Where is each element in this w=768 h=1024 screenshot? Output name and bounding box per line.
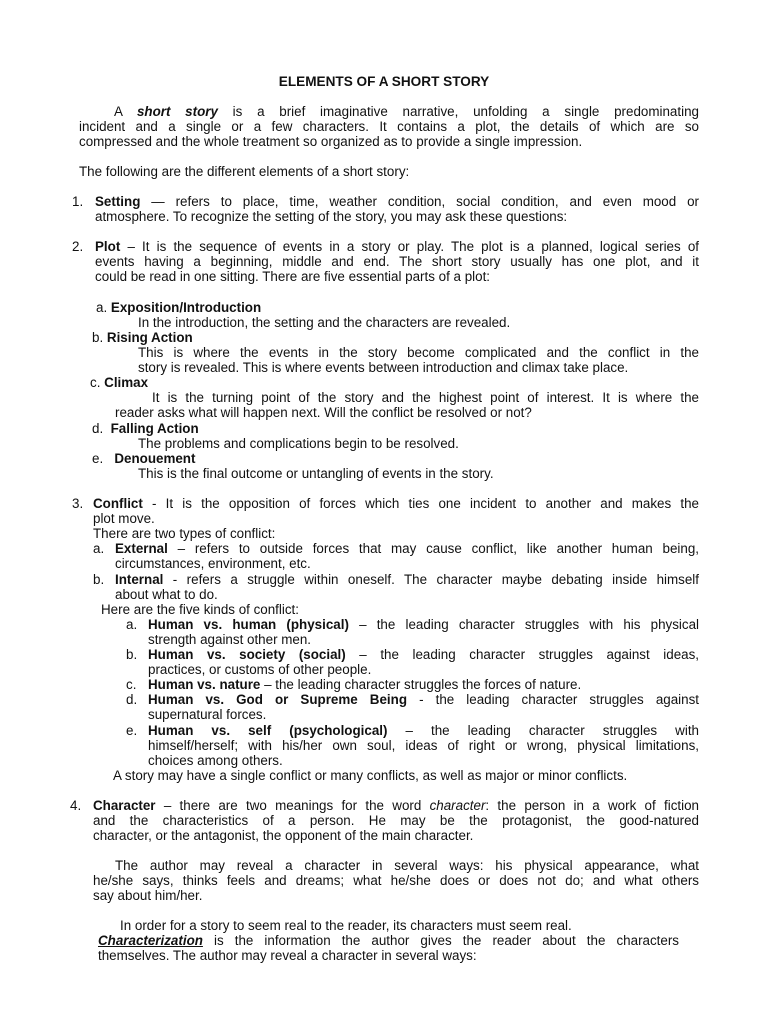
plot-line-3: could be read in one sitting. There are five essential parts of a plot: (95, 269, 491, 284)
plot-term: Plot (95, 239, 121, 254)
plot-part-c-desc-2: reader asks what will happen next. Will the conflict be resolved or not? (115, 405, 532, 420)
character-term: Character (93, 798, 156, 813)
setting-number: 1. (72, 194, 84, 209)
plot-part-a-desc: In the introduction, the setting and the characters are revealed. (138, 315, 511, 330)
intro-line-1: A short story is a brief imaginative narrative, unfolding a single predominating (114, 104, 699, 119)
character-p1-line-2: he/she says, thinks feels and dreams; what he/she does or does not do; and what others (93, 873, 699, 888)
plot-part-e-desc: This is the final outcome or untangling of events in the story. (138, 466, 494, 481)
conflict-type-b-letter: b. (93, 572, 105, 587)
plot-part-e: e. Denouement (92, 451, 196, 466)
conflict-kinds-intro: Here are the five kinds of conflict: (101, 602, 299, 617)
plot-line-2: events having a beginning, middle and end. The short story usually has one plot, and it (95, 254, 699, 269)
conflict-kind-b-letter: b. (126, 647, 138, 662)
conflict-kind-e-line-3: choices among others. (148, 753, 283, 768)
setting-line-2: atmosphere. To recognize the setting of the story, you may ask these questions: (95, 209, 568, 224)
plot-part-a: a. Exposition/Introduction (96, 300, 262, 315)
conflict-kind-a-line-1: Human vs. human (physical) – the leading character struggles with his physical (148, 617, 699, 632)
conflict-type-a-line-2: circumstances, environment, etc. (115, 556, 311, 571)
setting-line-1: Setting — refers to place, time, weather condition, social condition, and even mood or (95, 194, 699, 209)
character-line-3: character, or the antagonist, the opponent of the main character. (93, 828, 474, 843)
conflict-kind-b-line-2: practices, or customs of other people. (148, 662, 372, 677)
conflict-line-2: plot move. (93, 511, 155, 526)
character-p2-line-3: themselves. The author may reveal a character in several ways: (98, 948, 477, 963)
conflict-number: 3. (72, 496, 84, 511)
plot-part-d-desc: The problems and complications begin to be resolved. (138, 436, 459, 451)
character-line-1: Character – there are two meanings for the word character: the person in a work of fiction (93, 798, 699, 813)
conflict-kind-d-line-1: Human vs. God or Supreme Being - the leading character struggles against (148, 692, 699, 707)
conflict-type-b-line-1: Internal - refers a struggle within oneself. The character maybe debating inside himself (115, 572, 699, 587)
conflict-kind-d-letter: d. (126, 692, 138, 707)
conflict-line-1: Conflict - It is the opposition of forces which ties one incident to another and makes the (93, 496, 699, 511)
conflict-type-a-line-1: External – refers to outside forces that may cause conflict, like another human being, (115, 541, 699, 556)
character-line-2: and the characteristics of a person. He may be the protagonist, the good-natured (93, 813, 699, 828)
plot-part-d: d. Falling Action (92, 421, 199, 436)
conflict-kind-a-line-2: strength against other men. (148, 632, 312, 647)
conflict-term: Conflict (93, 496, 143, 511)
conflict-type-b-line-2: about what to do. (115, 587, 218, 602)
conflict-kind-b-line-1: Human vs. society (social) – the leading character struggles against ideas, (148, 647, 700, 662)
intro-line-2: incident and a single or a few characters. It contains a plot, the details of which are so (79, 119, 699, 134)
plot-part-c: c. Climax (90, 375, 149, 390)
conflict-kind-d-line-2: supernatural forces. (148, 707, 267, 722)
character-number: 4. (70, 798, 82, 813)
character-p1-line-3: say about him/her. (93, 888, 203, 903)
intro-line-3: compressed and the whole treatment so organized as to provide a single impression. (79, 134, 583, 149)
setting-term: Setting (95, 194, 141, 209)
plot-part-c-desc-1: It is the turning point of the story and the highest point of interest. It is where the (152, 390, 699, 405)
characterization-term: Characterization (98, 933, 203, 948)
conflict-line-3: There are two types of conflict: (93, 526, 276, 541)
plot-number: 2. (72, 239, 84, 254)
plot-part-b: b. Rising Action (92, 330, 193, 345)
following-line: The following are the different elements of a short story: (79, 164, 410, 179)
conflict-kind-e-line-2: himself/herself; with his/her own soul, ideas of right or wrong, physical limitations, (148, 738, 699, 753)
plot-line-1: Plot – It is the sequence of events in a story or play. The plot is a planned, logical series of (95, 239, 699, 254)
conflict-kind-e-letter: e. (126, 723, 138, 738)
short-story-term: short story (136, 104, 218, 119)
character-p2-line-1: In order for a story to seem real to the reader, its characters must seem real. (120, 918, 572, 933)
character-p1-line-1: The author may reveal a character in several ways: his physical appearance, what (115, 858, 699, 873)
conflict-type-a-letter: a. (93, 541, 105, 556)
conflict-kind-c-letter: c. (126, 677, 137, 692)
conflict-kind-e-line-1: Human vs. self (psychological) – the leading character struggles with (148, 723, 699, 738)
conflict-kind-c-line-1: Human vs. nature – the leading character struggles the forces of nature. (148, 677, 582, 692)
page-title: ELEMENTS OF A SHORT STORY (278, 74, 490, 89)
plot-part-b-desc-1: This is where the events in the story become complicated and the conflict in the (138, 345, 699, 360)
conflict-closing: A story may have a single conflict or many conflicts, as well as major or minor conflicts. (113, 768, 628, 783)
conflict-kind-a-letter: a. (126, 617, 138, 632)
plot-part-b-desc-2: story is revealed. This is where events between introduction and climax take place. (138, 360, 629, 375)
character-p2-line-2: Characterization is the information the author gives the reader about the characters (98, 933, 679, 948)
